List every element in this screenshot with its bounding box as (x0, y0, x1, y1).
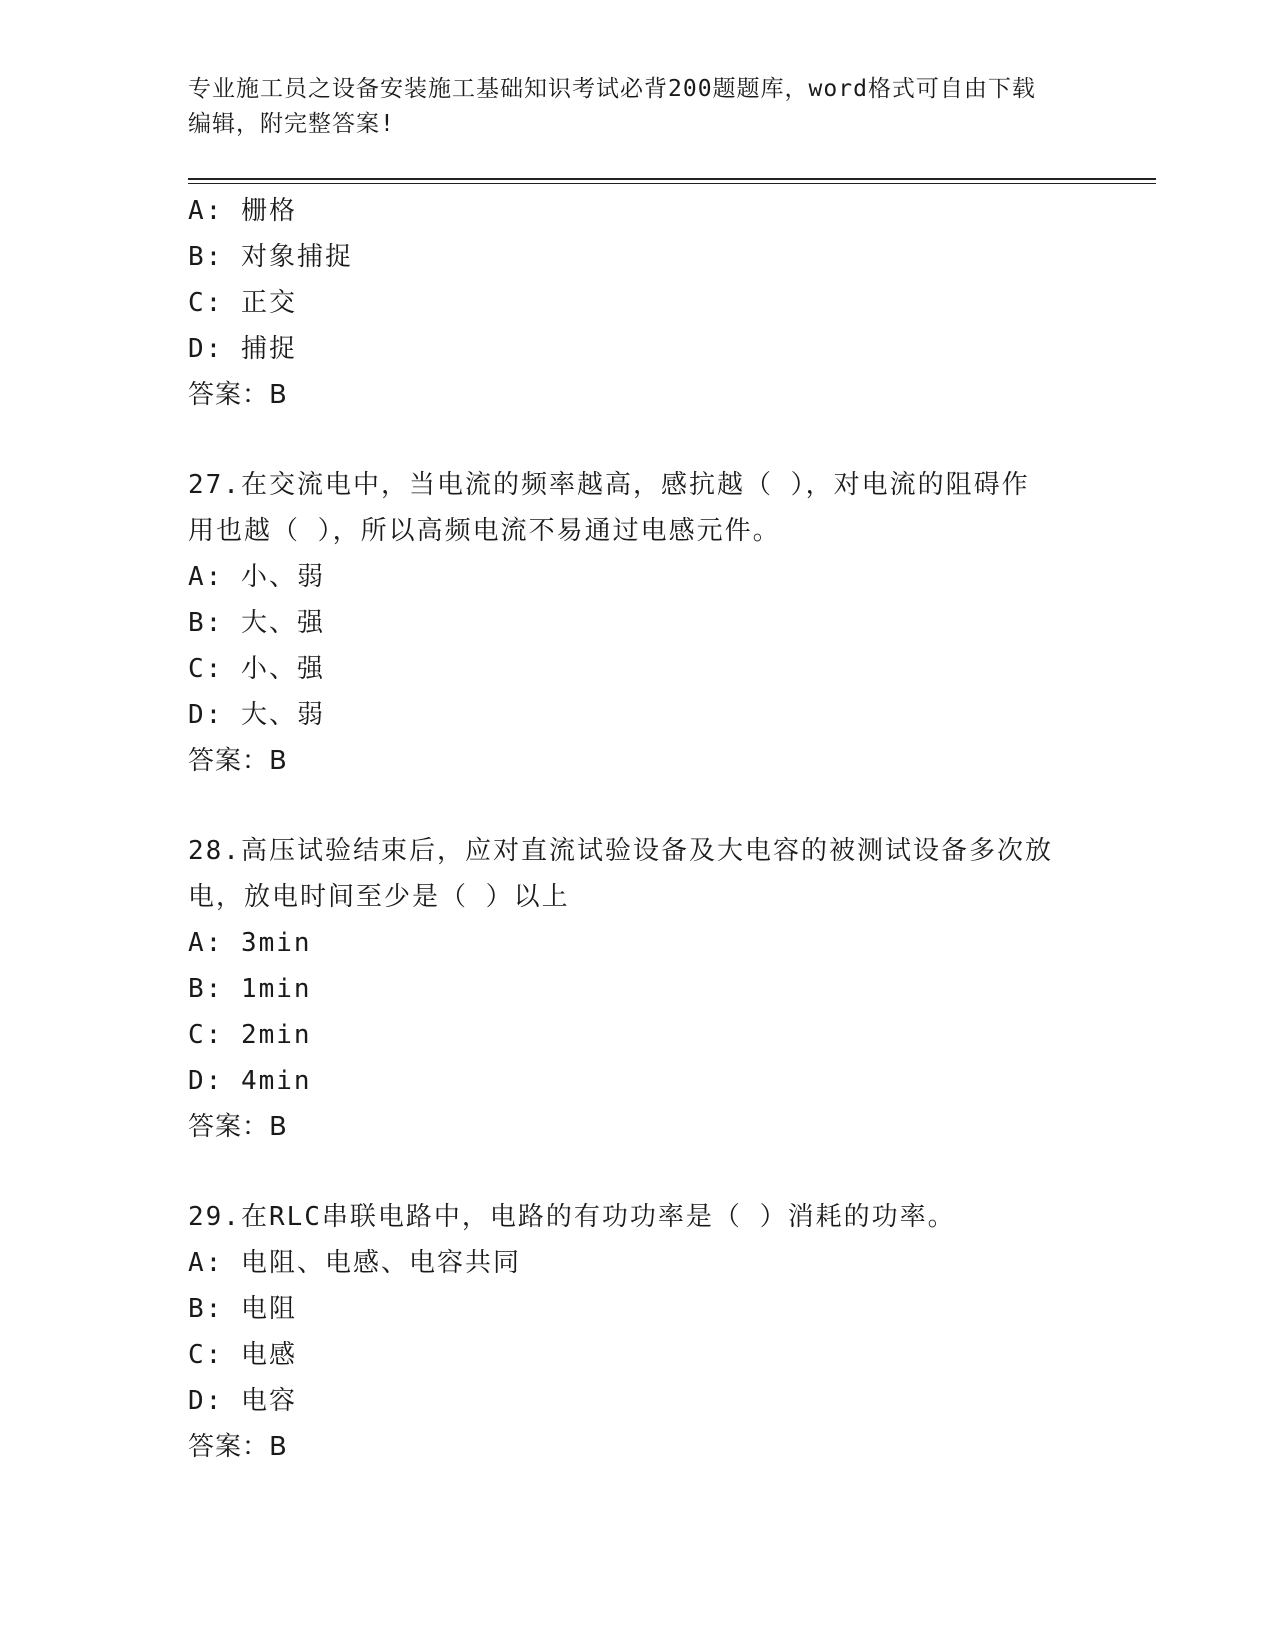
option-a: A: 栅格 (188, 196, 297, 226)
option-c: C: 正交 (188, 288, 297, 318)
question-stem: 29.在RLC串联电路中，电路的有功功率是（ ）消耗的功率。 (188, 1202, 956, 1232)
page-header (188, 72, 1088, 142)
option-d: D: 电容 (188, 1386, 297, 1416)
option-d: D: 4min (188, 1066, 312, 1096)
answer-line: 答案：B (188, 746, 288, 776)
option-b: B: 对象捕捉 (188, 242, 353, 272)
answer-line: 答案：B (188, 1432, 288, 1462)
option-a: A: 3min (188, 928, 312, 958)
option-b: B: 电阻 (188, 1294, 297, 1324)
option-a: A: 电阻、电感、电容共同 (188, 1248, 521, 1278)
document-body (188, 188, 1088, 1470)
option-c: C: 小、强 (188, 654, 325, 684)
question-27 (188, 462, 1088, 784)
header-line-1: 专业施工员之设备安装施工基础知识考试必背200题题库，word格式可自由下载 (188, 76, 1036, 102)
option-d: D: 大、弱 (188, 700, 325, 730)
header-divider (188, 178, 1156, 184)
question-stem: 27.在交流电中，当电流的频率越高，感抗越（ ），对电流的阻碍作 (188, 470, 1030, 500)
question-26-continued (188, 188, 1088, 418)
header-line-2: 编辑，附完整答案! (188, 111, 395, 137)
option-c: C: 2min (188, 1020, 312, 1050)
answer-line: 答案：B (188, 380, 288, 410)
question-28 (188, 828, 1088, 1150)
option-d: D: 捕捉 (188, 334, 297, 364)
question-stem-cont: 电，放电时间至少是（ ）以上 (188, 882, 570, 912)
option-b: B: 1min (188, 974, 312, 1004)
option-c: C: 电感 (188, 1340, 297, 1370)
question-stem-cont: 用也越（ ），所以高频电流不易通过电感元件。 (188, 516, 781, 546)
question-29 (188, 1194, 1088, 1470)
option-b: B: 大、强 (188, 608, 325, 638)
option-a: A: 小、弱 (188, 562, 325, 592)
answer-line: 答案：B (188, 1112, 288, 1142)
question-stem: 28.高压试验结束后，应对直流试验设备及大电容的被测试设备多次放 (188, 836, 1053, 866)
